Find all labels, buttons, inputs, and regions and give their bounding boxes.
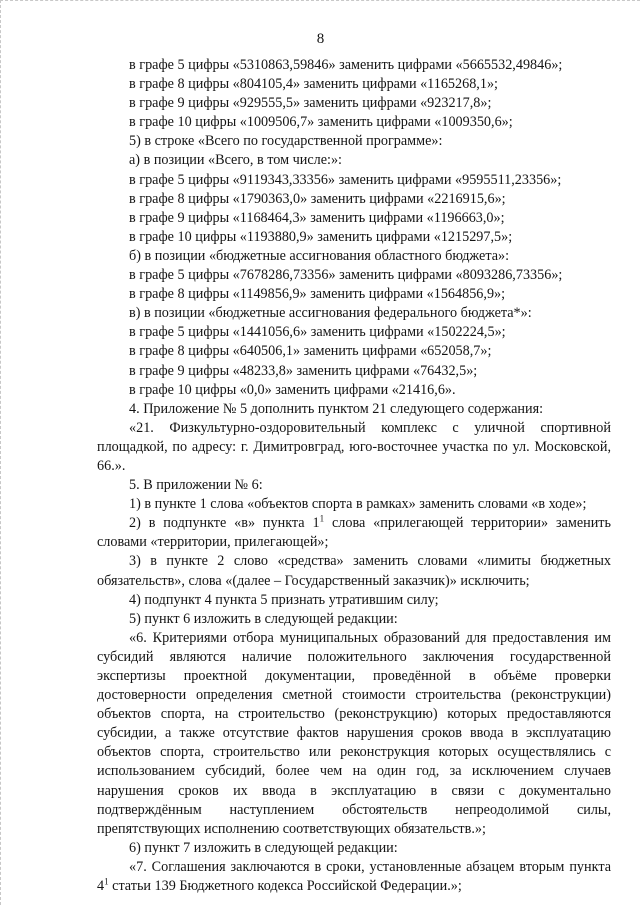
text-segment: «7. Соглашения заключаются в сроки, установленные абзацем вторым пункта 4 <box>97 858 611 895</box>
text-line: в графе 5 цифры «7678286,73356» заменить цифрами «8093286,73356»; <box>129 267 563 284</box>
text-line: б) в позиции «бюджетные ассигнования областного бюджета»: <box>129 247 510 264</box>
text-segment: статьи 139 Бюджетного кодекса Российской Федерации.»; <box>108 878 462 895</box>
text-line: в графе 5 цифры «1441056,6» заменить цифрами «1502224,5»; <box>129 324 506 341</box>
document-body <box>97 56 611 896</box>
text-line: 5) пункт 6 изложить в следующей редакции: <box>129 610 398 627</box>
text-line: 5. В приложении № 6: <box>129 477 263 494</box>
text-line: в графе 5 цифры «5310863,59846» заменить цифрами «5665532,49846»; <box>129 57 563 73</box>
text-segment: 2) в подпункте «в» пункта 1 <box>129 515 320 532</box>
paragraph: 3) в пункте 2 слово «средства» заменить словами «лимиты бюджетных обязательств», слова «(далее – Государственный заказчик)» исключить; <box>97 553 611 589</box>
text-line: в графе 9 цифры «48233,8» заменить цифрами «76432,5»; <box>129 362 478 379</box>
paragraph: «21. Физкультурно-оздоровительный комплекс с уличной спортивной площадкой, по адресу: г. Димитровград, юго-восточнее участка по ул. Московской, 66.». <box>97 419 611 474</box>
superscript: 1 <box>319 513 325 524</box>
page-number: 8 <box>316 31 325 47</box>
paragraph: 1) в пункте 1 слова «объектов спорта в рамках» заменить словами «в ходе»; <box>129 496 587 513</box>
superscript: 1 <box>104 876 109 887</box>
text-line: в графе 10 цифры «1009506,7» заменить цифрами «1009350,6»; <box>129 114 513 131</box>
text-line: в графе 10 цифры «0,0» заменить цифрами «21416,6». <box>129 381 456 398</box>
text-line: 6) пункт 7 изложить в следующей редакции: <box>129 839 398 856</box>
paragraph <box>97 858 611 896</box>
text-line: 5) в строке «Всего по государственной программе»: <box>129 133 443 150</box>
text-line: в графе 5 цифры «9119343,33356» заменить цифрами «9595511,23356»; <box>129 171 562 188</box>
text-line: в графе 8 цифры «1790363,0» заменить цифрами «2216915,6»; <box>129 190 506 207</box>
text-line: в графе 9 цифры «929555,5» заменить цифрами «923217,8»; <box>129 95 492 112</box>
text-line: в графе 9 цифры «1168464,3» заменить цифрами «1196663,0»; <box>129 209 505 226</box>
text-line: в графе 8 цифры «804105,4» заменить цифрами «1165268,1»; <box>129 76 498 93</box>
paragraph: «6. Критериями отбора муниципальных образований для предоставления им субсидий являются наличие положительного заключения государственной экспертизы проектной документации, проведённой в объёме проверки достоверности определения сметной стоимости строительства (реконструкции) объектов спорта, на строительство (реконструкцию) которых предоставляются субсидии, а также отсутствие фактов нарушения сроков ввода в эксплуатацию объектов спорта, строительство или реконструкция которых осуществлялись с использованием субсидий, более чем на один год, за исключением случаев нарушения сроков их ввода в эксплуатацию в связи с документально подтверждённым наступлением обстоятельств непреодолимой силы, препятствующих исполнению соответствующих обязательств.»; <box>97 629 611 837</box>
text-line: в графе 8 цифры «640506,1» заменить цифрами «652058,7»; <box>129 343 492 360</box>
text-segment: слова «прилегающей территории» заменить словами «территории, прилегающей»; <box>97 515 611 551</box>
text-line: 4) подпункт 4 пункта 5 признать утратившим силу; <box>129 591 439 608</box>
text-line: в графе 8 цифры «1149856,9» заменить цифрами «1564856,9»; <box>129 286 506 303</box>
text-line: а) в позиции «Всего, в том числе:»: <box>129 152 342 169</box>
text-line: в) в позиции «бюджетные ассигнования федерального бюджета*»: <box>129 305 532 322</box>
text-line: 4. Приложение № 5 дополнить пунктом 21 следующего содержания: <box>129 400 544 417</box>
text-line: в графе 10 цифры «1193880,9» заменить цифрами «1215297,5»; <box>129 228 513 245</box>
paragraph <box>97 514 611 552</box>
